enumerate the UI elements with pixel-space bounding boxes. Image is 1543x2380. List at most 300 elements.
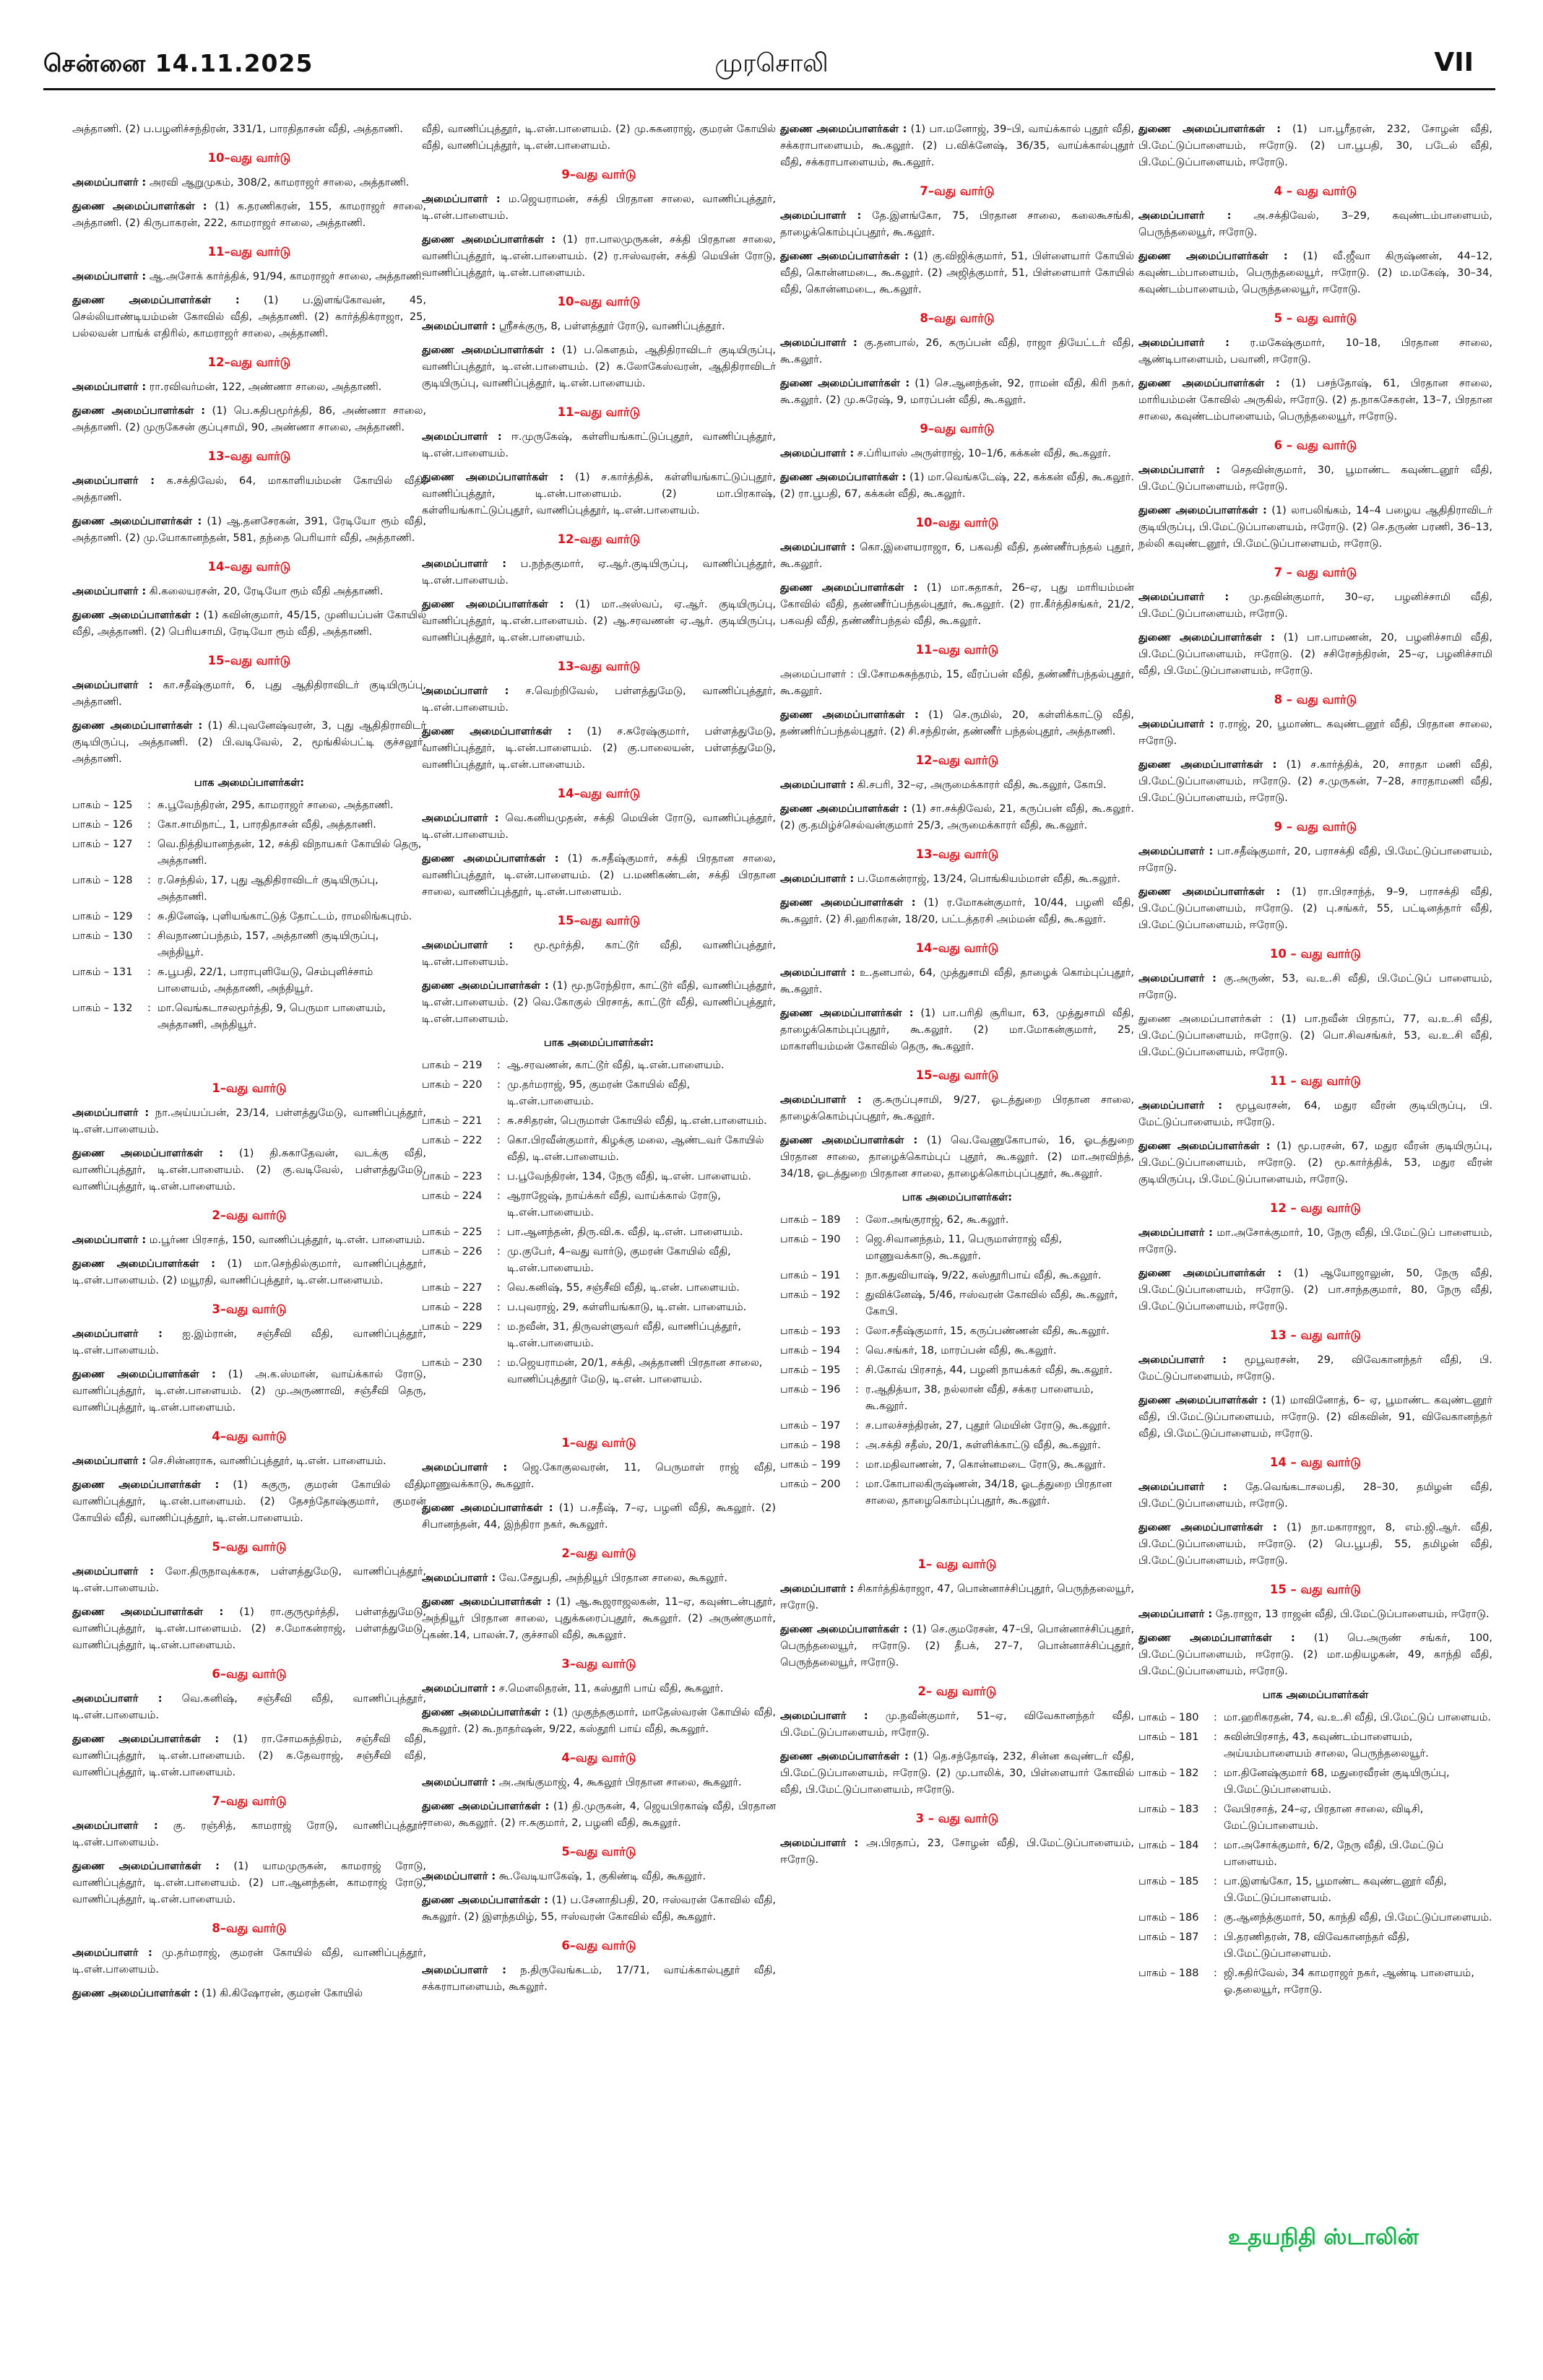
booth-number: பாகம் – 130	[72, 930, 133, 942]
ward-heading: 8 – வது வார்டு	[1274, 693, 1357, 706]
ward-heading: 1–வது வார்டு	[212, 1081, 287, 1095]
ward-heading: 13–வது வார்டு	[915, 847, 999, 861]
role-label: அமைப்பாளர் :	[422, 558, 507, 570]
role-label: அமைப்பாளர் :	[780, 779, 855, 791]
role-label: துணை அமைப்பாளர்கள் :	[422, 1596, 551, 1608]
role-label: அமைப்பாளர் :	[422, 1683, 496, 1695]
booth-row	[780, 1382, 1134, 1418]
entry-text: (1) பசந்தோஷ், 61, பிரதான சாலை, மாரியம்மன் கோவில் அருகில், ஈரோடு. (2) த.நாகசேகரன், 13–7, பிரதான சாலை, கவுண்டம்பாளையம், பெருந்தலையூர், ஈரோடு.	[1138, 378, 1492, 423]
entry-text: (1) வெ.வேணுகோபால், 16, ஓடத்துறை பிரதான சாலை, தாழைக்கொம்புப் புதூர், கூ.கலூர். (2) மா.அரவிந்த், 34/18, ஓடத்துறை பிரதான சாலை, தாழைக்கொம்புப்புதூர், கூ.கலூர்.	[780, 1135, 1134, 1180]
booth-row	[72, 928, 426, 964]
entry-paragraph	[780, 248, 1134, 298]
entry-paragraph	[780, 1133, 1134, 1182]
entry-text: அ.சக்திவேல், 3–29, கவுண்டம்பாளையம், பெருந்தலையூர், ஈரோடு.	[1138, 210, 1492, 238]
booth-table	[780, 1212, 1134, 1513]
ward-heading: 14–வது வார்டு	[207, 560, 291, 574]
signature: உதயநிதி ஸ்டாலின்	[1228, 2225, 1419, 2250]
entry-text: ர.மகேஷ்குமார், 10–18, பிரதான சாலை, ஆண்டிபாளையம், பவானி, ஈரோடு.	[1138, 337, 1492, 365]
section-subheading: பாக அமைப்பாளர்கள்:	[902, 1192, 1013, 1203]
ward-heading: 3–வது வார்டு	[561, 1657, 636, 1671]
booth-colon: :	[147, 800, 151, 811]
role-label: துணை அமைப்பாளர்கள் :	[72, 201, 207, 212]
role-label: துணை அமைப்பாளர்கள் :	[72, 1606, 224, 1618]
booth-number: பாகம் – 126	[72, 819, 133, 831]
booth-person: சு.தினேஷ், புளியங்காட்டுத் தோட்டம், ராமலிங்கபுரம்.	[157, 911, 412, 922]
role-label: அமைப்பாளர் :	[72, 1234, 147, 1246]
booth-row	[780, 1343, 1134, 1362]
role-label: அமைப்பாளர் :	[422, 194, 501, 205]
entry-text: லோ.திருநாவுக்கரசு, பள்ளத்துமேடு, வாணிப்புத்தூர், டி.என்.பாளையம்.	[72, 1566, 426, 1594]
role-label: அமைப்பாளர் :	[422, 321, 496, 332]
role-label: அமைப்பாளர் :	[1138, 337, 1229, 349]
entry-text: ம.பூர்ண பிரசாத், 150, வாணிப்புத்தூர், டி.என். பாளையம்.	[149, 1234, 425, 1246]
ward-heading: 1– வது வார்டு	[917, 1557, 997, 1571]
role-label: அமைப்பாளர் :	[780, 873, 855, 885]
entry-paragraph	[780, 469, 1134, 503]
entry-paragraph	[72, 1477, 426, 1527]
entry-text: ர.ராஜ், 20, பூமாண்ட கவுண்டனூர் வீதி, பிரதான சாலை, ஈரோடு.	[1138, 719, 1492, 747]
role-label: அமைப்பாளர் :	[72, 1693, 163, 1705]
role-label: துணை அமைப்பாளர்கள் :	[1138, 1395, 1267, 1406]
ward-heading: 5–வது வார்டு	[561, 1845, 636, 1858]
entry-paragraph	[1138, 884, 1492, 934]
entry-text: செதவின்குமார், 30, பூமாண்ட கவுண்டனூர் வீதி, பி.மேட்டுப்பாளையம், ஈரோடு.	[1138, 464, 1492, 493]
ward-heading: 14–வது வார்டு	[915, 941, 999, 955]
booth-number: பாகம் – 183	[1138, 1804, 1199, 1815]
entry-paragraph	[780, 1092, 1134, 1125]
role-label: துணை அமைப்பாளர்கள் :	[422, 472, 564, 483]
entry-text: (1) மாவினோத், 6– ஏ, பூமாண்ட கவுண்டனூர் வீதி, பி.மேட்டுப்பாளையம், ஈரோடு. (2) விகவின், 91, விவேகானந்தர் வீதி, பி.மேட்டுப்பாளையம், ஈரோடு.	[1138, 1395, 1492, 1440]
entry-paragraph	[72, 1604, 426, 1654]
booth-person: லோ.சதீஷ்குமார், 15, கருப்பண்ணன் வீதி, கூ.கலூர்.	[865, 1325, 1110, 1337]
booth-number: பாகம் – 226	[422, 1246, 483, 1258]
role-label: அமைப்பாளர் :	[72, 680, 153, 691]
role-label: துணை அமைப்பாளர்கள் :	[1138, 1522, 1277, 1533]
ward-heading: 3 – வது வார்டு	[915, 1812, 999, 1825]
role-label: அமைப்பாளர் :	[72, 1455, 147, 1467]
entry-text: கா.சதீஷ்குமார், 6, புது ஆதிதிராவிடர் குடியிருப்பு, அத்தாணி.	[72, 680, 426, 708]
entry-text: தே.ராஜா, 13 ராஜன் வீதி, பி.மேட்டுப்பாளையம், ஈரோடு.	[1215, 1609, 1490, 1620]
entry-text: (1) மா.வெங்கடேஷ், 22, கக்கன் வீதி, கூ.கலூர். (2) ரா.பூபதி, 67, கக்கன் வீதி, கூ.கலூர்.	[780, 472, 1134, 500]
entry-paragraph	[780, 871, 1134, 888]
entry-paragraph	[72, 584, 426, 600]
entry-paragraph	[72, 607, 426, 641]
entry-text: அ.பிரதாப், 23, சோழன் வீதி, பி.மேட்டுப்பாளையம், ஈரோடு.	[780, 1838, 1134, 1866]
role-label: அமைப்பாளர் :	[780, 448, 855, 459]
role-label: துணை அமைப்பாளர்கள் :	[422, 1895, 548, 1906]
entry-paragraph	[780, 208, 1134, 241]
ward-heading: 2– வது வார்டு	[917, 1684, 997, 1698]
ward-heading: 8–வது வார்டு	[920, 311, 995, 325]
booth-colon: :	[855, 1325, 859, 1337]
entry-text: (1) ச.கார்த்திக், கள்ளியங்காட்டுப்புதூர், வாணிப்புத்தூர், டி.என்.பாளையம். (2) மா.பிரகாஷ், கள்ளியங்காட்டுப்புதூர், வாணிப்புத்தூர், டி.என்.பாளையம்.	[422, 472, 776, 516]
entry-paragraph	[422, 1705, 776, 1738]
entry-paragraph	[422, 232, 776, 282]
booth-person: மா.மதிவாணன், 7, கொன்னமடை ரோடு, கூ.கலூர்.	[865, 1459, 1106, 1471]
role-label: துணை அமைப்பாளர்கள் :	[780, 897, 916, 909]
role-label: அமைப்பாளர் :	[1138, 846, 1214, 857]
booth-row	[72, 836, 426, 873]
booth-person: ஆ.சரவணன், காட்டூர் வீதி, டி.என்.பாளையம்.	[507, 1060, 725, 1071]
entry-text: (1) ரா.பாலமுருகன், சக்தி பிரதான சாலை, வாணிப்புத்தூர், டி.என்.பாளையம். (2) ர.ஈஸ்வரன், சக்தி மெயின் ரோடு, வாணிப்புத்தூர், டி.என்.பாளையம்.	[422, 234, 776, 279]
booth-person: சு.பூவேந்திரன், 295, காமராஜர் சாலை, அத்தாணி.	[157, 800, 394, 811]
booth-number: பாகம் – 193	[780, 1325, 841, 1337]
entry-text: (1) ரா.பிரசாந்த், 9–9, பராசக்தி வீதி, பி.மேட்டுப்பாளையம், ஈரோடு. (2) பு.சங்கர், 55, பட்டினத்தார் வீதி, பி.மேட்டுப்பாளையம், ஈரோடு.	[1138, 886, 1492, 931]
booth-person: ப.புவராஜ், 29, கள்ளியங்காடு, டி.என். பாளையம்.	[507, 1302, 747, 1313]
booth-colon: :	[855, 1440, 859, 1451]
entry-paragraph	[422, 1681, 776, 1697]
role-label: அமைப்பாளர் :	[422, 813, 499, 824]
entry-paragraph	[422, 851, 776, 901]
entry-paragraph	[780, 1749, 1134, 1799]
role-label: அமைப்பாளர் :	[1138, 1481, 1227, 1493]
booth-person: ச.பாலச்சந்திரன், 27, புதூர் மெயின் ரோடு, கூ.கலூர்.	[865, 1420, 1111, 1432]
role-label: துணை அமைப்பாளர்கள் :	[72, 1258, 215, 1270]
role-label: துணை அமைப்பாளர்கள் :	[780, 472, 907, 483]
ward-heading: 3–வது வார்டு	[212, 1302, 287, 1316]
entry-text: (1) பெ.அருண் சங்கர், 100, பி.மேட்டுப்பாளையம், ஈரோடு. (2) மா.மதியழகன், 49, காந்தி வீதி, பி.மேட்டுப்பாளையம், ஈரோடு.	[1138, 1632, 1492, 1677]
role-label: அமைப்பாளர் :	[1138, 1609, 1213, 1620]
entry-paragraph	[780, 1581, 1134, 1614]
entry-paragraph	[1138, 208, 1492, 241]
ward-heading: 6 – வது வார்டு	[1274, 438, 1357, 452]
booth-colon: :	[497, 1060, 501, 1071]
booth-person: ம.நவீன், 31, திருவள்ளுவர் வீதி, வாணிப்புத்தூர், டி.என்.பாளையம்.	[507, 1321, 741, 1349]
booth-colon: :	[497, 1171, 501, 1182]
booth-person: ஆராஜேஷ், நாய்க்கர் வீதி, வாய்க்கால் ரோடு, டி.என்.பாளையம்.	[507, 1190, 721, 1219]
entry-paragraph	[422, 319, 776, 335]
booth-colon: :	[855, 1479, 859, 1490]
booth-number: பாகம் – 131	[72, 966, 133, 978]
booth-row	[422, 1224, 776, 1244]
booth-row	[780, 1268, 1134, 1287]
role-label: அமைப்பாளர் :	[72, 1820, 158, 1832]
role-label: துணை அமைப்பாளர்கள் :	[72, 1734, 220, 1745]
booth-person: சுவின்பிரசாத், 43, கவுண்டம்பாளையம், அய்யம்பாளையம் சாலை, பெருந்தலையூர்.	[1224, 1731, 1429, 1760]
booth-number: பாகம் – 127	[72, 839, 133, 850]
booth-colon: :	[1214, 1876, 1217, 1887]
ward-heading: 4–வது வார்டு	[561, 1751, 636, 1765]
entry-text: (1) ப.இளங்கோவன், 45, செல்லியாண்டியம்மன் கோவில் வீதி, அத்தாணி. (2) கார்த்திக்ராஜா, 25, பல்லவன் பாங்க் எதிரில், காமராஜர் சாலை, அத்தாணி.	[72, 295, 426, 339]
entry-text: ஜெ.கோகுலவரன், 11, பெருமாள் ராஜ் வீதி, மாணுவக்காடு, கூகலூர்.	[422, 1462, 776, 1490]
entry-text: கூ.வேடியாகேஷ், 1, குகிண்டி வீதி, கூகலூர்.	[498, 1871, 706, 1882]
entry-paragraph	[1138, 1393, 1492, 1442]
entry-text: மு.தர்மராஜ், குமரன் கோயில் வீதி, வாணிப்புத்தூர், டி.என்.பாளையம்.	[72, 1947, 426, 1976]
ward-heading: 15–வது வார்டு	[207, 654, 291, 667]
booth-row	[1138, 1765, 1492, 1801]
entry-text: (1) ஆ.தனசேரகன், 391, ரேடியோ ரூம் வீதி, அத்தாணி. (2) மு.யோகானந்தன், 581, தந்தை பெரியார் வீதி, அத்தாணி.	[72, 516, 426, 544]
entry-text: ஈ.முருகேஷ், கள்ளியங்காட்டுப்புதூர், வாணிப்புத்தூர், டி.என்.பாளையம்.	[422, 431, 776, 459]
entry-text: (1) மா.அஸ்வப், ஏ.ஆர். குடியிருப்பு, வாணிப்புத்தூர், டி.என்.பாளையம். (2) ஆ.சரவணன் ஏ.ஆர். குடியிருப்பு, வாணிப்புத்தூர், டி.என்.பாளையம்.	[422, 599, 776, 644]
booth-colon: :	[497, 1246, 501, 1258]
role-label: துணை அமைப்பாளர்கள் :	[780, 1624, 908, 1635]
entry-text: (1) யாமமுருகன், காமராஜ் ரோடு, வாணிப்புத்தூர், டி.என்.பாளையம். (2) பா.ஆனந்தன், காமராஜ் ரோடு, வாணிப்புத்தூர், டி.என்.பாளையம்.	[72, 1861, 426, 1905]
booth-row	[72, 873, 426, 909]
booth-colon: :	[855, 1364, 859, 1376]
role-label: துணை அமைப்பாளர்கள் :	[422, 599, 564, 610]
booth-person: அ.சக்தி சதீஸ், 20/1, சுள்ளிக்காட்டு வீதி, கூ.கலூர்.	[865, 1440, 1101, 1451]
entry-text: ஸ்ரீசக்குரு, 8, பள்ளத்தூர் ரோடு, வாணிப்புத்தூர்.	[498, 321, 725, 332]
booth-number: பாகம் – 196	[780, 1384, 841, 1395]
role-label: அமைப்பாளர் :	[780, 1710, 868, 1722]
ward-heading: 9–வது வார்டு	[920, 422, 995, 436]
role-label: அமைப்பாளர் :	[422, 1462, 508, 1474]
entry-paragraph	[780, 121, 1134, 171]
ward-heading: 5–வது வார்டு	[212, 1540, 287, 1554]
entry-paragraph	[1138, 121, 1492, 171]
booth-number: பாகம் – 132	[72, 1003, 133, 1014]
ward-heading: 15–வது வார்டு	[557, 914, 641, 927]
entry-text: துணை அமைப்பாளர்கள் : (1) பா.நவீன் பிரதாப், 77, வ.உ.சி வீதி, பி.மேட்டுப்பாளையம், ஈரோடு. (2) பொ.சிவசங்கர், 53, வ.உ.சி வீதி, பி.மேட்டுப்பாளையம், ஈரோடு.	[1138, 1013, 1492, 1058]
booth-colon: :	[147, 966, 151, 978]
section-subheading: பாக அமைப்பாளர்கள்:	[543, 1037, 654, 1049]
entry-text: (1) மா.சுதாகர், 26–ஏ, புது மாரியம்மன் கோவில் வீதி, தண்ணீர்ப்பந்தல்புதூர், கூ.கலூர். (2) ரா.கீர்த்திசங்கர், 21/2, பகவதி வீதி, தண்ணீர்பந்தல் வீதி, கூ.கலூர்.	[780, 582, 1134, 627]
role-label: அமைப்பாளர் :	[1138, 1100, 1223, 1112]
ward-heading: 15–வது வார்டு	[915, 1068, 999, 1082]
booth-number: பாகம் – 220	[422, 1079, 483, 1091]
entry-text: அரவி ஆறுமுகம், 308/2, காமராஜர் சாலை, அத்தாணி.	[149, 177, 410, 189]
role-label: துணை அமைப்பாளர்கள் :	[780, 582, 918, 594]
booth-person: வெ.நித்தியானந்தன், 12, சக்தி விநாயகர் கோயில் தெரு, அத்தாணி.	[157, 839, 422, 867]
entry-text: (1) மூ.நரேந்திரா, காட்டூர் வீதி, வாணிப்புத்தூர், டி.என்.பாளையம். (2) வெ.கோகுல் பிரசாத், காட்டூர் வீதி, வாணிப்புத்தூர், டி.என்.பாளையம்.	[422, 980, 776, 1025]
ward-heading: 10–வது வார்டு	[915, 516, 999, 529]
entry-text: (1) மூ.பரசன், 67, மதுர வீரன் குடியிருப்பு, பி.மேட்டுப்பாளையம், ஈரோடு. (2) மூ.கார்த்திக், 53, மதுர வீரன் குடியிருப்பு, பி.மேட்டுப்பாளையம், ஈரோடு.	[1138, 1141, 1492, 1185]
entry-paragraph	[422, 724, 776, 774]
role-label: அமைப்பாளர் :	[780, 1838, 859, 1849]
entry-text: (1) கி.கிஷோரன், குமரன் கோயில்	[201, 1988, 363, 1999]
role-label: துணை அமைப்பாளர்கள் :	[72, 295, 240, 306]
entry-paragraph	[780, 446, 1134, 462]
entry-text: (1) ச.கார்த்திக், 20, சாரதா மணி வீதி, பி.மேட்டுப்பாளையம், ஈரோடு. (2) ச.முருகன், 7–28, சாரதாமணி வீதி, பி.மேட்டுப்பாளையம், ஈரோடு.	[1138, 759, 1492, 804]
booth-person: நா.சுதுவியாஷ், 9/22, கஸ்தூரிபாய் வீதி, கூ.கலூர்.	[865, 1270, 1102, 1281]
entry-paragraph	[422, 1500, 776, 1533]
role-label: துணை அமைப்பாளர்கள் :	[1138, 1268, 1282, 1279]
entry-paragraph	[780, 1708, 1134, 1741]
booth-row	[422, 1319, 776, 1355]
entry-paragraph	[1138, 376, 1492, 425]
role-label: அமைப்பாளர் :	[1138, 210, 1232, 222]
booth-row	[1138, 1965, 1492, 2002]
role-label: துணை அமைப்பாளர்கள் :	[422, 726, 572, 737]
entry-text: (1) நா.மகாராஜா, 8, எம்.ஜி.ஆர். வீதி, பி.மேட்டுப்பாளையம், ஈரோடு. (2) பெ.பூபதி, 55, தமிழன் வீதி, பி.மேட்டுப்பாளையம், ஈரோடு.	[1138, 1522, 1492, 1567]
role-label: துணை அமைப்பாளர்கள் :	[422, 234, 556, 246]
entry-paragraph	[780, 1622, 1134, 1671]
booth-person: வேபிரசாத், 24–ஏ, பிரதான சாலை, விடிசி, மேட்டுப்பாளையம்.	[1224, 1804, 1424, 1832]
entry-paragraph	[422, 1570, 776, 1587]
booth-person: பா.ஆனந்தன், திரு.வி.க. வீதி, டி.என். பாளையம்.	[507, 1226, 743, 1238]
role-label: துணை அமைப்பாளர்கள் :	[780, 124, 907, 135]
role-label: துணை அமைப்பாளர்கள் :	[1138, 632, 1275, 644]
entry-paragraph	[72, 1858, 426, 1908]
entry-text: (1) முகுந்தகுமார், மாதேஸ்வரன் கோயில் வீதி, கூகலூர். (2) கூ.நாதர்ஷன், 9/22, கஸ்தூரி பாய் வீதி, கூகலூர்.	[422, 1707, 776, 1735]
entry-paragraph	[72, 1232, 426, 1249]
ward-heading: 13 – வது வார்டு	[1269, 1328, 1362, 1342]
booth-colon: :	[497, 1226, 501, 1238]
entry-text: மூ.மூர்த்தி, காட்டூர் வீதி, வாணிப்புத்தூர், டி.என்.பாளையம்.	[422, 940, 776, 968]
entry-text: அ.அங்குமாஜ், 4, கூகலூர் பிரதான சாலை, கூகலூர்.	[498, 1777, 742, 1788]
entry-paragraph	[1138, 630, 1492, 680]
entry-paragraph	[422, 121, 776, 155]
role-label: துணை அமைப்பாளர்கள் :	[72, 1148, 223, 1159]
booth-person: பா.இளங்கோ, 15, பூமாண்ட கவுண்டனூர் வீதி, பி.மேட்டுப்பாளையம்.	[1224, 1876, 1447, 1904]
entry-text: ஐ.இம்ரான், சஞ்சீவி வீதி, வாணிப்புத்தூர், டி.என்.பாளையம்.	[72, 1328, 426, 1356]
role-label: துணை அமைப்பாளர்கள் :	[780, 378, 910, 389]
booth-number: பாகம் – 219	[422, 1060, 483, 1071]
entry-text: (1) பா.மனோஜ், 39–பி, வாய்க்கால் புதூர் வீதி, சக்கராபாளையம், கூ.கலூர். (2) ப.விக்னேஷ், 36/35, வாய்க்கால்புதூர் வீதி, சக்கராபாளையம், கூ.கலூர்.	[780, 124, 1134, 168]
issue-date: சென்னை 14.11.2025	[43, 49, 314, 77]
role-label: துணை அமைப்பாளர்கள் :	[422, 1801, 550, 1812]
entry-paragraph	[72, 403, 426, 436]
booth-person: கு.ஆனந்த்குமார், 50, காந்தி வீதி, பி.மேட்டுப்பாளையம்.	[1224, 1912, 1492, 1924]
booth-colon: :	[147, 911, 151, 922]
booth-person: கொ.பிரவீன்குமார், கிழக்கு மலை, ஆண்டவர் கோயில் வீதி, டி.என்.பாளையம்.	[507, 1135, 764, 1163]
booth-person: சி.கோவ் பிரசாத், 44, பழனி நாயக்கர் வீதி, கூ.கலூர்.	[865, 1364, 1113, 1376]
column-2	[422, 121, 776, 2003]
section-subheading: பாக அமைப்பாளர்கள்	[1262, 1689, 1369, 1701]
booth-number: பாகம் – 199	[780, 1459, 841, 1471]
booth-row	[1138, 1874, 1492, 1910]
booth-colon: :	[855, 1420, 859, 1432]
role-label: அமைப்பாளர் :	[72, 1947, 152, 1959]
ward-heading: 10–வது வார்டு	[557, 295, 641, 308]
ward-heading: 10–வது வார்டு	[207, 151, 291, 165]
entry-text: (1) மா.செந்தில்குமார், வாணிப்புத்தூர், டி.என்.பாளையம். (2) மயூரதி, வாணிப்புத்தூர், டி.என்.பாளையம்.	[72, 1258, 426, 1286]
role-label: அமைப்பாளர் :	[72, 177, 147, 189]
booth-person: வெ.கனிஷ், 55, சஞ்சீவி வீதி, டி.என். பாளையம்.	[507, 1282, 740, 1294]
booth-colon: :	[497, 1282, 501, 1294]
booth-number: பாகம் – 223	[422, 1171, 483, 1182]
booth-row	[1138, 1838, 1492, 1874]
ward-heading: 2–வது வார்டு	[561, 1546, 636, 1560]
entry-text: (1) ர.மோகன்குமார், 10/44, பழனி வீதி, கூ.கலூர். (2) சி.ஹரிகரன், 18/20, பட்டத்தரசி அம்மன் வீதி, கூ.கலூர்.	[780, 897, 1134, 925]
entry-text: (1) தெ.சந்தோஷ், 232, சின்ன கவுண்டர் வீதி, பி.மேட்டுப்பாளையம், ஈரோடு. (2) மு.பாலிக், 30, பிள்ளையார் கோவில் வீதி, பி.மேட்டுப்பாளையம், ஈரோடு.	[780, 1751, 1134, 1796]
entry-paragraph	[72, 1818, 426, 1851]
entry-text: உ.தனபால், 64, முத்துசாமி வீதி, தாழைக் கொம்புப்புதூர், கூ.கலூர்.	[780, 967, 1134, 995]
booth-row	[72, 964, 426, 1000]
booth-number: பாகம் – 200	[780, 1479, 841, 1490]
booth-table	[422, 1057, 776, 1391]
role-label: அமைப்பாளர் :	[780, 337, 857, 349]
entry-text: மூபூவரசன், 64, மதுர வீரன் குடியிருப்பு, பி. மேட்டுப்பாளையம், ஈரோடு.	[1138, 1100, 1492, 1128]
entry-text: கு.தனபால், 26, கருப்பன் வீதி, ராஜா தியேட்டர் வீதி, கூ.கலூர்.	[780, 337, 1134, 365]
entry-text: (1) செ.ஆனந்தன், 92, ராமன் வீதி, கிரி நகர், கூ.கலூர். (2) மு.சுரேஷ், 9, மாரப்பன் வீதி, கூ.கலூர்.	[780, 378, 1134, 406]
entry-paragraph	[780, 580, 1134, 630]
entry-paragraph	[72, 1945, 426, 1978]
entry-paragraph	[72, 379, 426, 396]
section-gap	[72, 1037, 426, 1068]
ward-heading: 1–வது வார்டு	[561, 1436, 636, 1450]
booth-row	[1138, 1710, 1492, 1729]
entry-text: நா.அய்யப்பன், 23/14, பள்ளத்துமேடு, வாணிப்புத்தூர், டி.என்.பாளையம்.	[72, 1107, 426, 1135]
entry-paragraph	[780, 895, 1134, 928]
entry-paragraph	[1138, 335, 1492, 368]
role-label: துணை அமைப்பாளர்கள் :	[780, 251, 909, 262]
entry-paragraph	[72, 1564, 426, 1597]
booth-row	[422, 1113, 776, 1133]
entry-paragraph	[1138, 589, 1492, 623]
entry-text: (1) வீ.ஜீவா கிருஷ்ணன், 44–12, கவுண்டம்பாளையம், பெருந்தலையூர், ஈரோடு. (2) ம.மகேஷ், 30–34, கவுண்டம்பாளையம், பெருந்தலையூர், ஈரோடு.	[1138, 251, 1492, 295]
booth-number: பாகம் – 225	[422, 1226, 483, 1238]
entry-text: ஆ.அசோக் கார்த்திக், 91/94, காமராஜர் சாலை, அத்தாணி.	[149, 271, 425, 282]
role-label: துணை அமைப்பாளர்கள் :	[780, 803, 908, 815]
entry-paragraph	[1138, 1098, 1492, 1131]
role-label: அமைப்பாளர் :	[780, 967, 855, 979]
entry-paragraph	[1138, 1011, 1492, 1061]
entry-paragraph	[422, 191, 776, 225]
entry-text: (1) ஆயோஜாலுன், 50, நேரு வீதி, பி.மேட்டுப்பாளையம், ஈரோடு. (2) பா.சாந்தகுமார், 80, நேரு வீதி, பி.மேட்டுப்பாளையம், ஈரோடு.	[1138, 1268, 1492, 1312]
ward-heading: 14–வது வார்டு	[557, 787, 641, 800]
entry-paragraph	[780, 801, 1134, 834]
booth-person: வெ.சங்கர், 18, மாரப்பன் வீதி, கூ.கலூர்.	[865, 1345, 1057, 1356]
role-label: துணை அமைப்பாளர்கள் :	[72, 405, 206, 417]
entry-text: (1) ப.சேனாதிபதி, 20, ஈஸ்வரன் கோவில் வீதி, கூகலூர். (2) இளந்தமிழ், 55, ஈஸ்வரன் கோவில் வீதி, கூகலூர்.	[422, 1895, 776, 1923]
booth-colon: :	[855, 1234, 859, 1245]
booth-colon: :	[855, 1459, 859, 1471]
booth-colon: :	[855, 1345, 859, 1356]
entry-text: கொ.இளையராஜா, 6, பகவதி வீதி, தண்ணீர்பந்தல் புதூர், கூ.கலூர்.	[780, 542, 1134, 570]
entry-paragraph	[422, 1892, 776, 1926]
entry-paragraph	[72, 1986, 426, 2002]
entry-paragraph	[72, 1453, 426, 1470]
booth-person: ர.ஆதித்யா, 38, நல்லான் வீதி, சக்கர பாளையம், கூ.கலூர்.	[865, 1384, 1094, 1412]
booth-colon: :	[147, 819, 151, 831]
booth-person: பி.தரணிதரன், 78, விவேகானந்தர் வீதி, பி.மேட்டுப்பாளையம்.	[1224, 1931, 1410, 1960]
booth-colon: :	[1214, 1804, 1217, 1815]
entry-text: வெ.கனிஷ், சஞ்சீவி வீதி, வாணிப்புத்தூர், டி.என்.பாளையம்.	[72, 1693, 426, 1721]
booth-row	[422, 1133, 776, 1169]
entry-text: ச.வெற்றிவேல், பள்ளத்துமேடு, வாணிப்புத்தூர், டி.என்.பாளையம்.	[422, 685, 776, 714]
entry-paragraph	[72, 1691, 426, 1724]
booth-number: பாகம் – 221	[422, 1115, 483, 1127]
booth-colon: :	[1214, 1931, 1217, 1943]
entry-text: ம.ஜெயராமன், சக்தி பிரதான சாலை, வாணிப்புத்தூர், டி.என்.பாளையம்.	[422, 194, 776, 222]
booth-number: பாகம் – 192	[780, 1289, 841, 1301]
entry-paragraph	[72, 473, 426, 506]
booth-colon: :	[497, 1115, 501, 1127]
booth-row	[780, 1437, 1134, 1457]
booth-row	[780, 1476, 1134, 1513]
entry-paragraph	[422, 1594, 776, 1644]
ward-heading: 2–வது வார்டு	[212, 1208, 287, 1222]
entry-paragraph	[422, 556, 776, 589]
entry-paragraph	[422, 1869, 776, 1885]
role-label: அமைப்பாளர் :	[72, 475, 155, 487]
booth-row	[1138, 1929, 1492, 1965]
booth-number: பாகம் – 194	[780, 1345, 841, 1356]
booth-number: பாகம் – 191	[780, 1270, 841, 1281]
booth-row	[780, 1362, 1134, 1382]
role-label: அமைப்பாளர் :	[1138, 719, 1214, 730]
role-label: அமைப்பாளர் :	[72, 271, 147, 282]
entry-text: (1) சுகுரு, குமரன் கோயில் வீதி, வாணிப்புத்தூர், டி.என்.பாளையம். (2) தேசந்தோஷ்குமார், குமரன் கோயில் வீதி, வாணிப்புத்தூர், டி.என்.பாளையம்.	[72, 1479, 426, 1524]
booth-colon: :	[855, 1214, 859, 1226]
booth-person: சு.பூபதி, 22/1, பாராபுளியேடு, செம்புளிச்சாம் பாளையம், அத்தாணி, அந்தியூர்.	[157, 966, 373, 995]
entry-paragraph	[422, 429, 776, 462]
role-label: அமைப்பாளர் :	[780, 1094, 862, 1106]
entry-paragraph	[1138, 1606, 1492, 1623]
entry-paragraph	[72, 1731, 426, 1781]
entry-text: (1) பா.பாமணன், 20, பழனிச்சாமி வீதி, பி.மேட்டுப்பாளையம், ஈரோடு. (2) சசிரேசந்திரன், 25–ஏ, பழனிச்சாமி வீதி, பி.மேட்டுப்பாளையம், ஈரோடு.	[1138, 632, 1492, 677]
entry-paragraph	[780, 707, 1134, 740]
role-label: துணை அமைப்பாளர்கள் :	[422, 980, 549, 992]
booth-colon: :	[497, 1190, 501, 1202]
booth-person: மா.வெங்கடாசலமூர்த்தி, 9, பெருமா பாளையம், அத்தாணி, அந்தியூர்.	[157, 1003, 386, 1031]
booth-number: பாகம் – 181	[1138, 1731, 1199, 1743]
booth-person: மா.ஹரிகரதன், 74, வ.உ.சி வீதி, பி.மேட்டுப் பாளையம்.	[1224, 1712, 1491, 1723]
booth-table	[72, 797, 426, 1037]
role-label: துணை அமைப்பாளர்கள் :	[72, 1861, 220, 1872]
entry-text: (1) கு.விஜிக்குமார், 51, பிள்ளையார் கோயில் வீதி, கொன்னமடை, கூ.கலூர். (2) அஜித்குமார், 51, பிள்ளையார் கோயில் வீதி, கொன்னமடை, கூ.கலூர்.	[780, 251, 1134, 295]
